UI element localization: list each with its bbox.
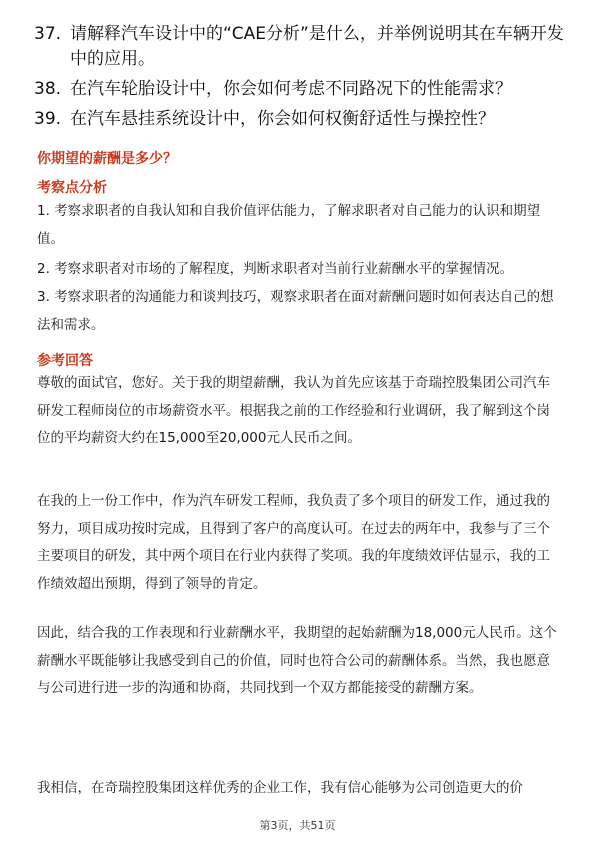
analysis-item-1: 1. 考察求职者的自我认知和自我价值评估能力，了解求职者对自己能力的认识和期望值。 <box>37 203 541 247</box>
question-text: 在汽车悬挂系统设计中，你会如何权衡舒适性与操控性？ <box>70 109 495 129</box>
answer-paragraph-4: 我相信，在奇瑞控股集团这样优秀的企业工作，我有信心能够为公司创造更大的价 <box>37 780 523 796</box>
question-37 <box>34 22 564 72</box>
section-title: 你期望的薪酬是多少？ <box>37 151 177 167</box>
answer-paragraph-3: 因此，结合我的工作表现和行业薪酬水平，我期望的起始薪酬为18,000元人民币。这个薪酬水平既能够让我感受到自己的价值，同时也符合公司的薪酬体系。当然，我也愿意与公司进行进一步的沟通和协商，共同找到一个双方都能接受的薪酬方案。 <box>37 625 557 696</box>
answer-paragraph-1: 尊敬的面试官，您好。关于我的期望薪酬，我认为首先应该基于奇瑞控股集团公司汽车研发工程师岗位的市场薪资水平。根据我之前的工作经验和行业调研，我了解到这个岗位的平均薪资大约在15,000至20,000元人民币之间。 <box>37 375 550 446</box>
question-number: 38. <box>34 79 62 99</box>
question-text: 请解释汽车设计中的“CAE分析”是什么，并举例说明其在车辆开发中的应用。 <box>70 24 564 69</box>
question-39 <box>34 107 564 132</box>
question-number: 39. <box>34 109 62 129</box>
analysis-item-3: 3. 考察求职者的沟通能力和谈判技巧，观察求职者在面对薪酬问题时如何表达自己的想法和需求。 <box>37 289 554 333</box>
answer-paragraph-2: 在我的上一份工作中，作为汽车研发工程师，我负责了多个项目的研发工作，通过我的努力，项目成功按时完成，且得到了客户的高度认可。在过去的两年中，我参与了三个主要项目的研发，其中两个项目在行业内获得了奖项。我的年度绩效评估显示，我的工作绩效超出预期，得到了领导的肯定。 <box>37 493 550 592</box>
analysis-item-2: 2. 考察求职者对市场的了解程度，判断求职者对当前行业薪酬水平的掌握情况。 <box>37 261 514 277</box>
page-footer: 第3页，共51页 <box>259 819 336 832</box>
question-text: 在汽车轮胎设计中，你会如何考虑不同路况下的性能需求？ <box>70 79 512 99</box>
question-number: 37. <box>34 24 62 44</box>
answer-title: 参考回答 <box>37 353 93 369</box>
analysis-title: 考察点分析 <box>37 180 107 196</box>
question-38 <box>34 77 564 102</box>
